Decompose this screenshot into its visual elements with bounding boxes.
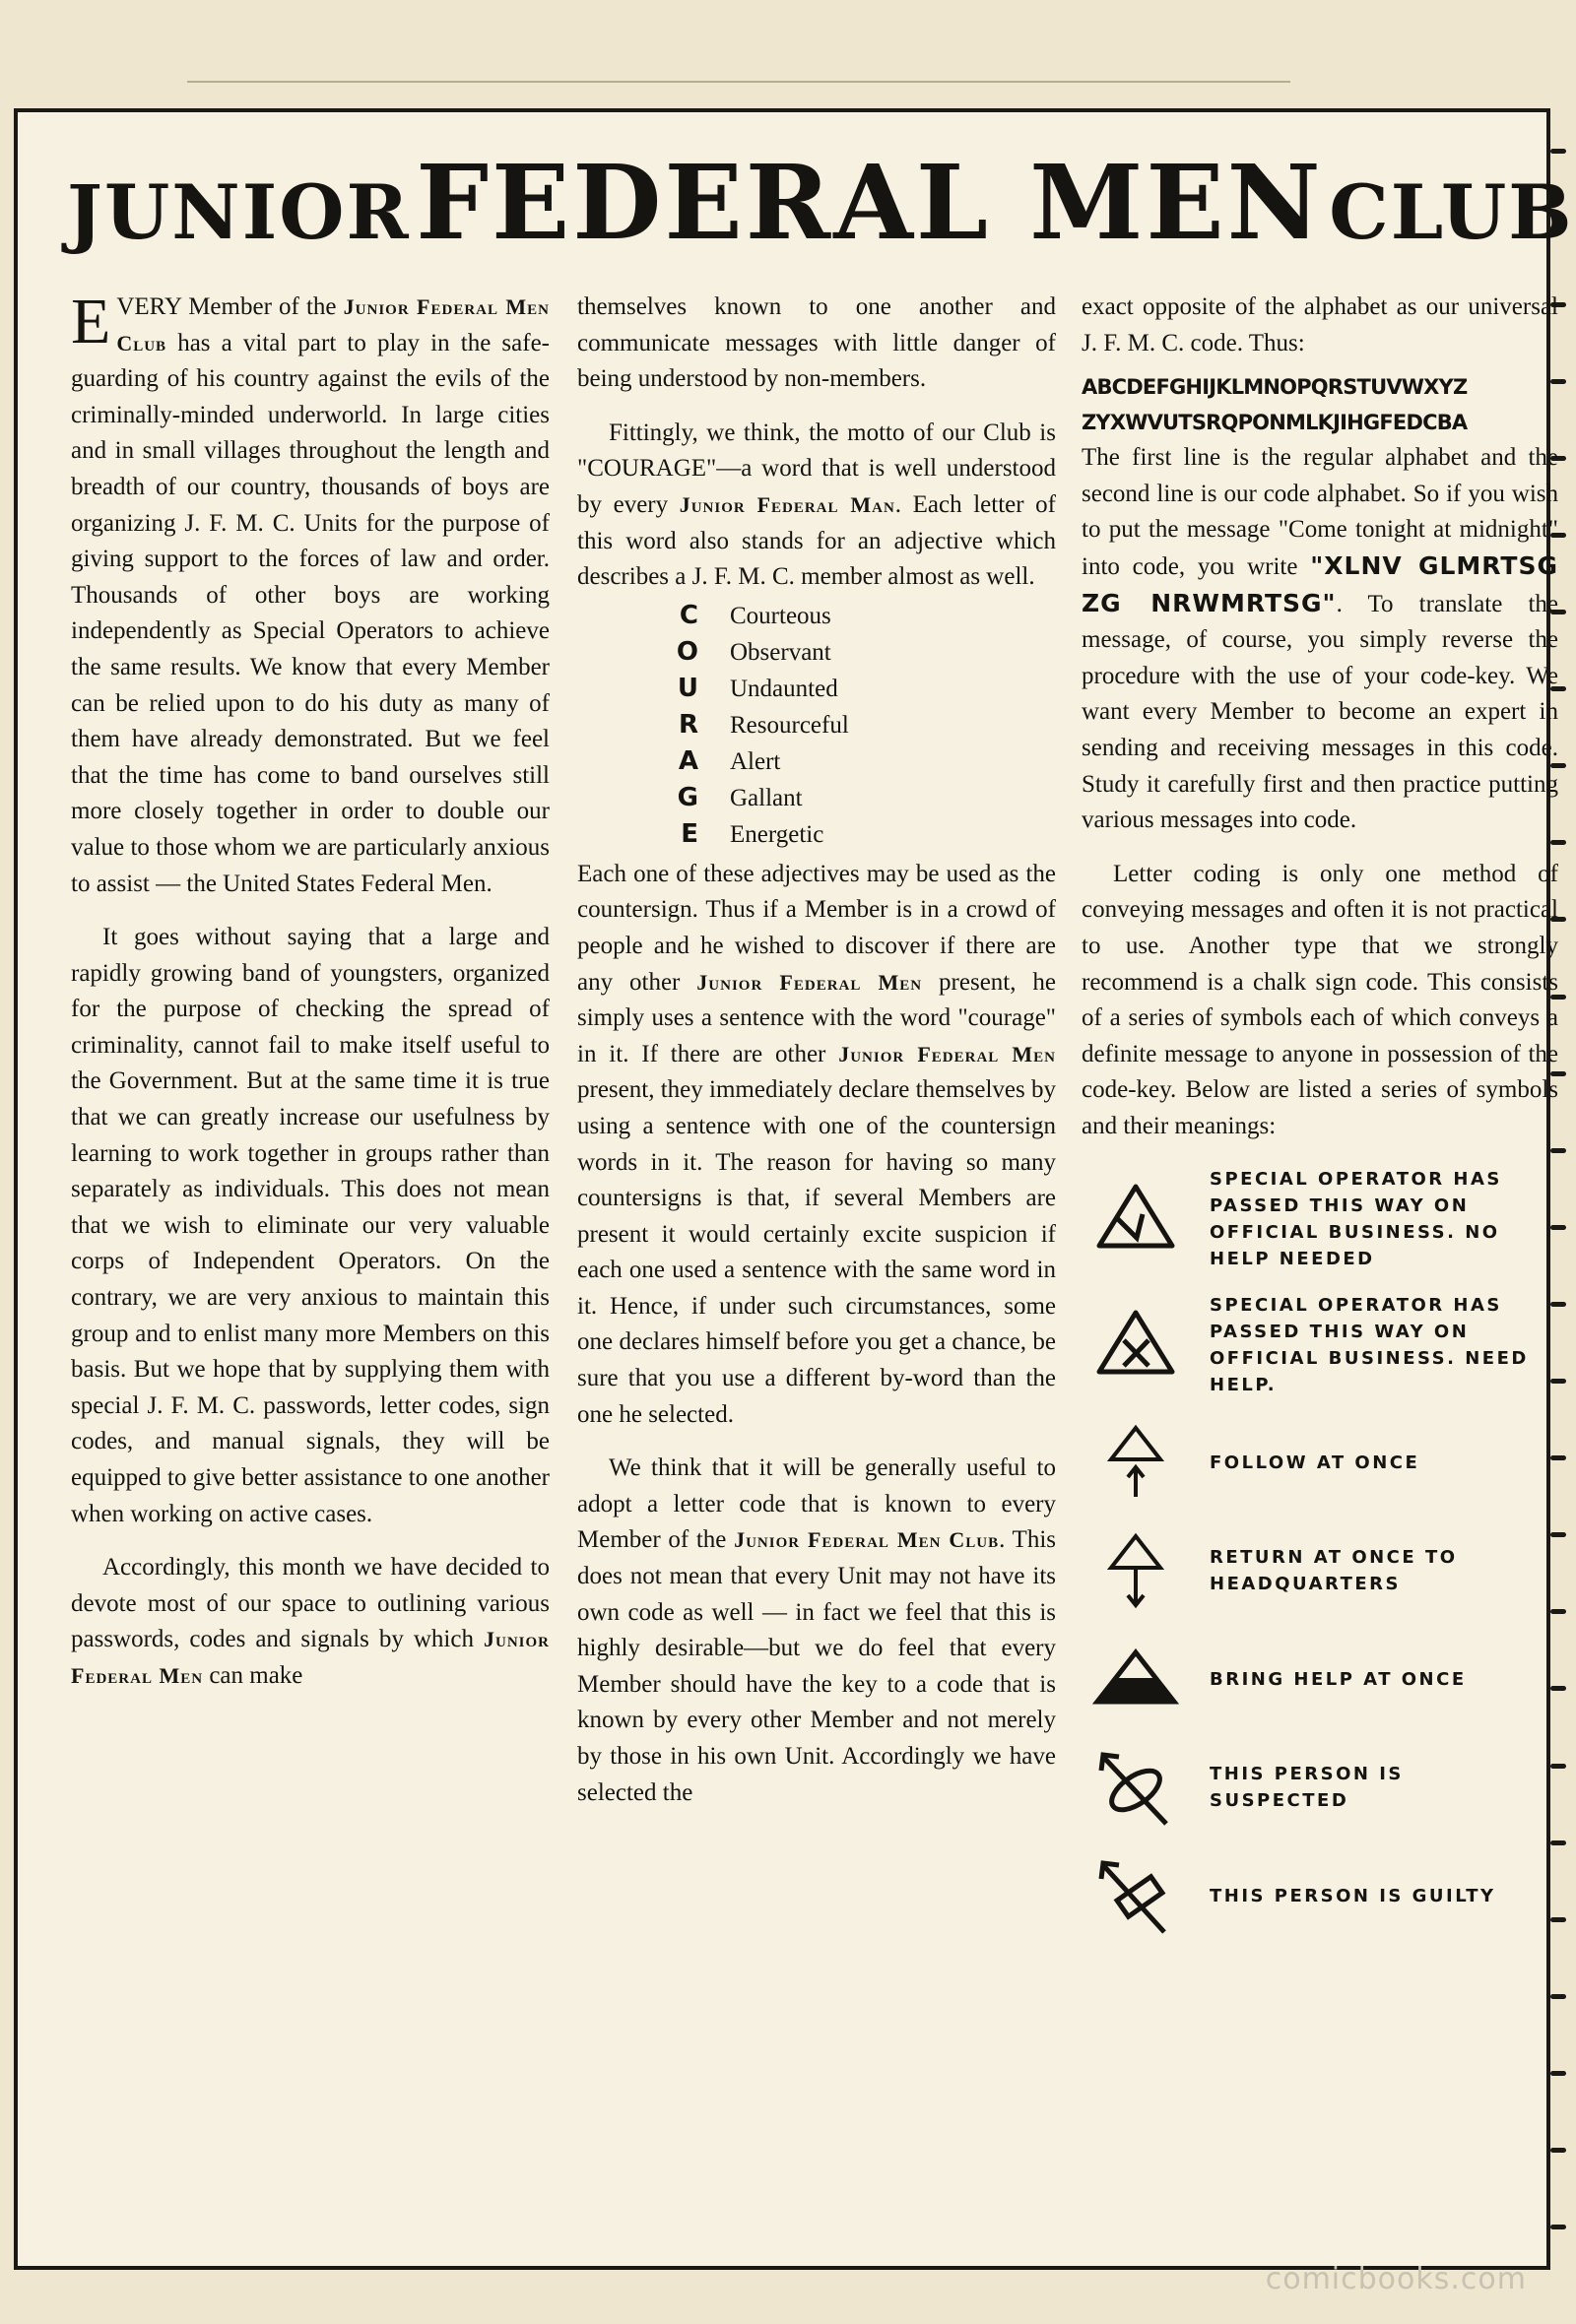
chalk-sign: BRING HELP AT ONCE (1082, 1635, 1558, 1723)
club-name: Junior Federal Men Club (116, 294, 550, 355)
alphabet-regular: ABCDEFGHIJKLMNOPQRSTUVWXYZ (1082, 375, 1468, 400)
col2-paragraph-4: We think that it will be generally useful to adopt a letter code that is known to every Member of the Junior Federal Men Club. This does not mean that every Unit may not have its own code as well — in fact we feel that this is highly desirable—but we do feel that every Member should have the key to a code that is known by every other Member and not merely by those in his own Unit. Accordingly we have selected the (577, 1454, 1057, 1806)
drop-cap: E (71, 286, 111, 357)
oval-crossed-arrow-icon (1091, 1743, 1180, 1832)
coded-message: "XLNV GLMRTSG ZG NRWMRTSG" (1082, 550, 1558, 617)
column-3 (1082, 290, 1558, 1960)
col1-paragraph-2: It goes without saying that a large and rapidly growing band of youngsters, organized for the purpose of checking the spread of criminality, cannot fail to make itself useful to the Government. But at the same time it is true that we can greatly increase our usefulness by learning to work together in groups rather than separately as individuals. This does not mean that we wish to eliminate our very valuable corps of Independent Operators. On the contrary, we are very anxious to maintain this group and to enlist many more Members on this basis. But we hope that by supplying them with special J. F. M. C. passwords, letter codes, sign codes, and manual signals, they will be equipped to give better assistance to one another when working on active cases. (71, 924, 550, 1527)
col2-paragraph-1: themselves known to one another and communicate messages with little danger of being understood by non-members. (577, 293, 1056, 393)
chalk-sign: THIS PERSON IS SUSPECTED (1082, 1743, 1558, 1832)
title-part-club: CLUB (1329, 168, 1574, 256)
list-item: C Courteous (679, 600, 831, 630)
col2-paragraph-3: Each one of these adjectives may be used as the countersign. Thus if a Member is in a crowd of people and he wished to discover if there are any other Junior Federal Men present, he simply uses a sentence with the word "courage" in it. If there are other Junior Federal Men present, they immediately declare themselves by using a sentence with one of the countersign words in it. The reason for having so many countersigns is that, if several Members are present it would certainly excite suspicion if each one used a sentence with the same word in it. Hence, if under such circumstances, some one declares himself before you get a chance, be sure that you use a different by-word than the one he selected. (577, 860, 1057, 1428)
watermark: comicbooks.com (1265, 2262, 1527, 2296)
chalk-sign: SPECIAL OPERATOR HAS PASSED THIS WAY ON OFFICIAL BUSINESS. NEED HELP. (1082, 1292, 1558, 1398)
chalk-sign: THIS PERSON IS GUILTY (1082, 1851, 1558, 1940)
list-item: U Undaunted (677, 673, 838, 703)
paper-top-rule (187, 81, 1290, 83)
title-part-federal-men: FEDERAL MEN (416, 142, 1324, 263)
list-item: O Observant (676, 636, 831, 667)
page-title (67, 142, 1574, 263)
title-part-junior: JUNIOR (67, 168, 411, 256)
col2-paragraph-2: Fittingly, we think, the motto of our Club is "COURAGE"—a word that is well understood by every Junior Federal Man. Each letter of this word also stands for an adjective which describes a J. F. M. C. member almost as well. (577, 419, 1056, 591)
chalk-sign: RETURN AT ONCE TO HEADQUARTERS (1082, 1526, 1558, 1615)
col3-paragraph-3: Letter coding is only one method of conveying messages and often it is not practical to use. Another type that we strongly recommend is a chalk sign code. This consists of a series of symbols each of which conveys a definite message to anyone in possession of the code-key. Below are listed a series of symbols and their meanings: (1082, 860, 1558, 1139)
column-1 (71, 286, 550, 1695)
page-frame (14, 108, 1574, 2270)
triangle-arrow-down-icon (1091, 1526, 1180, 1615)
triangle-half-filled-icon (1091, 1635, 1180, 1723)
list-item: R Resourceful (678, 709, 849, 740)
col3-paragraph-1: exact opposite of the alphabet as our universal J. F. M. C. code. Thus: (1082, 293, 1558, 356)
triangle-arrow-up-icon (1091, 1418, 1180, 1507)
chalk-sign-list (1082, 1166, 1558, 1940)
col1-paragraph-1: EVERY Member of the Junior Federal Men Club has a vital part to play in the safe-guarding of his country against the evils of the criminally-minded underworld. In large cities and in small villages throughout the length and breadth of our country, thousands of boys are organizing J. F. M. C. Units for the purpose of giving support to the forces of law and order. Thousands of other boys are working independently as Special Operators to achieve the same results. We know that every Member can be relied upon to do his duty as many of them have already demonstrated. But we feel that the time has come to band ourselves still more closely together in order to double our value to those whom we are particularly anxious to assist — the United States Federal Men. (71, 286, 550, 897)
col3-paragraph-2: The first line is the regular alphabet and the second line is our code alphabet. So if you wish to put the message "Come tonight at midnight" into code, you write "XLNV GLMRTSG ZG NRWMRTSG". To translate the message, of course, you simply reverse the procedure with the use of your code-key. We want every Member to become an expert in sending and receiving messages in this code. Study it carefully first and then practice putting various messages into code. (1082, 444, 1559, 834)
list-item: A Alert (678, 745, 781, 776)
column-2 (577, 290, 1056, 1811)
list-item: E Energetic (681, 818, 824, 849)
list-item: G Gallant (677, 782, 803, 812)
rectangle-crossed-arrow-icon (1091, 1851, 1180, 1940)
courage-list (577, 598, 1056, 853)
chalk-sign: SPECIAL OPERATOR HAS PASSED THIS WAY ON OFFICIAL BUSINESS. NO HELP NEEDED (1082, 1166, 1558, 1272)
triangle-check-icon (1091, 1175, 1180, 1263)
triangle-x-icon (1091, 1301, 1180, 1389)
alphabet-code: ZYXWVUTSRQPONMLKJIHGFEDCBA (1082, 411, 1468, 435)
col1-paragraph-3: Accordingly, this month we have decided to devote most of our space to outlining various passwords, codes and signals by which Junior Federal Men can make (71, 1554, 550, 1689)
chalk-sign: FOLLOW AT ONCE (1082, 1418, 1558, 1507)
